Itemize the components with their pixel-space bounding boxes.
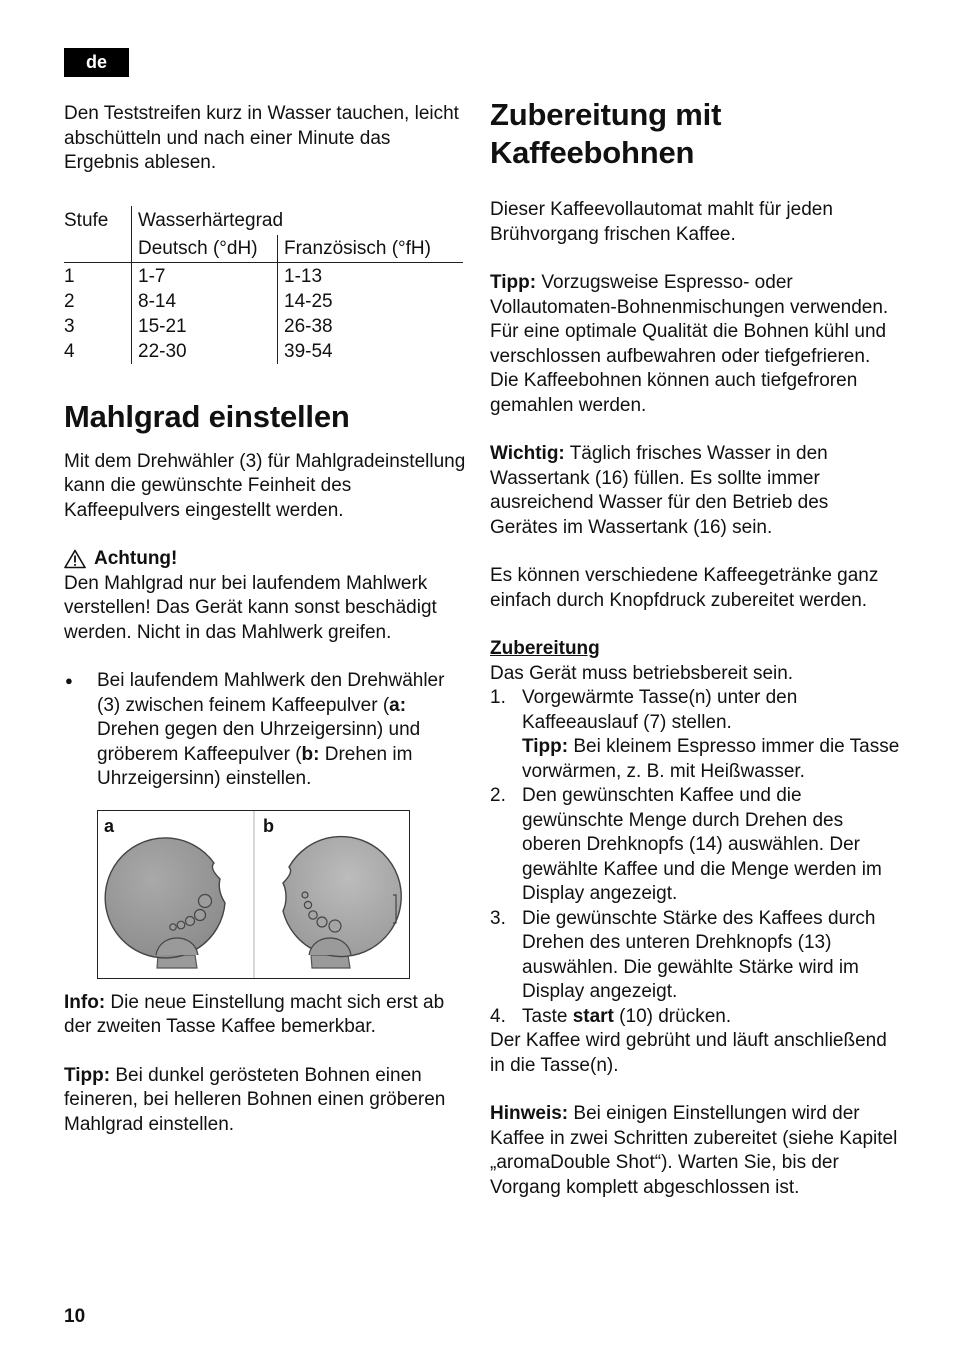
table-cell-fh: 1-13: [284, 265, 323, 287]
intro-text: Dieser Kaffeevollautomat mahlt für jeden Brühvorgang frischen Kaffee.: [490, 199, 833, 245]
zubereitung-heading: Zubereitung mit Kaffeebohnen: [490, 97, 722, 170]
mahlgrad-description: Mit dem Drehwähler (3) für Mahlgradeinstellung kann die gewünschte Feinheit des Kaffeepulvers eingestellt werden.: [64, 450, 466, 521]
table-header-dh: Deutsch (°dH): [138, 237, 258, 259]
language-badge: de: [64, 48, 129, 77]
warning-text: Den Mahlgrad nur bei laufendem Mahlwerk verstellen! Das Gerät kann sonst beschädigt werden. Nicht in das Mahlwerk greifen.: [64, 572, 437, 643]
list-item: [64, 669, 466, 792]
table-cell-stufe: 1: [64, 265, 75, 287]
table-divider: [277, 235, 278, 364]
step-text: (10) drücken.: [613, 1005, 732, 1027]
ready-text: Das Gerät muss betriebsbereit sein.: [490, 662, 794, 684]
important-note: [490, 442, 900, 540]
warning-triangle-icon: [64, 549, 86, 569]
table-cell-stufe: 2: [64, 290, 75, 312]
table-cell-dh: 1-7: [138, 265, 166, 287]
table-cell-dh: 15-21: [138, 315, 187, 337]
tip-label: Tipp:: [64, 1064, 111, 1086]
list-item: [490, 907, 900, 1005]
grind-tip: [64, 1064, 466, 1138]
list-item: [490, 686, 900, 784]
grinder-dial-figure: [97, 810, 410, 979]
brew-result-text: Der Kaffee wird gebrüht und läuft anschließend in die Tasse(n).: [490, 1030, 887, 1076]
step-number: 1.: [490, 687, 506, 708]
step-tip-text: Bei kleinem Espresso immer die Tasse vorwärmen, z. B. mit Heißwasser.: [522, 736, 900, 782]
instruction-list: [64, 669, 466, 792]
bullet-text: Drehen im Uhrzeigersinn) einstellen.: [97, 743, 413, 789]
important-label: Wichtig:: [490, 443, 565, 464]
step-text: Den gewünschten Kaffee und die gewünschte Menge durch Drehen des oberen Drehknopfs (14) auswählen. Der gewählte Kaffee und die Menge werden im Display angezeigt.: [522, 785, 882, 904]
warning-heading: [64, 547, 466, 572]
list-item: [490, 784, 900, 907]
step-number: 3.: [490, 907, 506, 929]
info-label: Info:: [64, 991, 106, 1013]
step-text: Vorgewärmte Tasse(n) unter den Kaffeeauslauf (7) stellen.: [522, 687, 798, 733]
step-tip-label: Tipp:: [522, 736, 569, 757]
preparation-subheading: Zubereitung: [490, 638, 600, 659]
tip-label: Tipp:: [490, 272, 537, 293]
start-key-label: start: [572, 1005, 614, 1027]
dial-counterclockwise-illustration: [98, 811, 253, 978]
step-text: Die gewünschte Stärke des Kaffees durch Drehen des unteren Drehknopfs (13) auswählen. Die gewählte Stärke wird im Display angezeigt.: [522, 907, 876, 1002]
bullet-label-a: a:: [389, 694, 407, 716]
left-column: [64, 102, 466, 1137]
hint-text: Bei einigen Einstellungen wird der Kaffee in zwei Schritten zubereitet (siehe Kapitel „aromaDouble Shot“). Warten Sie, bis der Vorgang komplett abgeschlossen ist.: [490, 1103, 898, 1198]
preparation-steps: [490, 686, 900, 1029]
table-cell-fh: 14-25: [284, 290, 333, 312]
table-header-rule: [64, 262, 463, 263]
table-cell-fh: 26-38: [284, 315, 333, 337]
warning-block: [64, 547, 466, 645]
hint-label: Hinweis:: [490, 1103, 569, 1124]
info-text: Die neue Einstellung macht sich erst ab der zweiten Tasse Kaffee bemerkbar.: [64, 991, 445, 1037]
table-cell-fh: 39-54: [284, 340, 333, 362]
tip-text: Bei dunkel gerösteten Bohnen einen feineren, bei helleren Bohnen einen gröberen Mahlgrad einstellen.: [64, 1064, 446, 1135]
table-cell-stufe: 3: [64, 315, 75, 337]
step-number: 2.: [490, 785, 506, 806]
tip-text: Vorzugsweise Espresso- oder Vollautomaten-Bohnenmischungen verwenden. Für eine optimale Qualität die Bohnen kühl und verschlossen aufbewahren oder tiefgefrieren. Die Kaffeebohnen können auch tiefgefroren gemahlen werden.: [490, 272, 889, 416]
list-item: [490, 1005, 900, 1030]
right-column: [490, 96, 900, 1200]
step-number: 4.: [490, 1005, 506, 1027]
warning-label: Achtung!: [94, 548, 178, 569]
table-cell-dh: 22-30: [138, 340, 187, 362]
page-number: 10: [64, 1306, 86, 1327]
mahlgrad-heading: Mahlgrad einstellen: [64, 398, 350, 434]
info-note: [64, 991, 466, 1040]
table-cell-stufe: 4: [64, 340, 75, 362]
test-strip-instructions: Den Teststreifen kurz in Wasser tauchen, leicht abschütteln und nach einer Minute das Ergebnis ablesen.: [64, 103, 459, 173]
table-header-fh: Französisch (°fH): [284, 237, 431, 259]
drinks-text: Es können verschiedene Kaffeegetränke ganz einfach durch Knopfdruck zubereitet werden.: [490, 565, 879, 611]
table-header-stufe: Stufe: [64, 209, 109, 231]
step-text: Taste: [522, 1005, 573, 1027]
figure-label-b: b: [263, 815, 274, 836]
table-divider: [131, 206, 132, 364]
bean-tip: [490, 271, 900, 418]
bullet-label-b: b:: [301, 743, 320, 765]
table-header-hardness: Wasserhärtegrad: [138, 209, 284, 231]
hint-note: [490, 1102, 900, 1200]
bullet-text: Bei laufendem Mahlwerk den Drehwähler (3) zwischen feinem Kaffeepulver (: [97, 670, 445, 716]
figure-label-a: a: [104, 815, 115, 836]
water-hardness-table: [64, 206, 463, 364]
bullet-text: Drehen gegen den Uhrzeigersinn) und gröberem Kaffeepulver (: [97, 719, 421, 765]
table-cell-dh: 8-14: [138, 290, 177, 312]
dial-clockwise-illustration: [255, 811, 410, 978]
important-text: Täglich frisches Wasser in den Wassertank (16) füllen. Es sollte immer ausreichend Wasser für den Betrieb des Gerätes im Wassertank (16) sein.: [490, 443, 829, 538]
